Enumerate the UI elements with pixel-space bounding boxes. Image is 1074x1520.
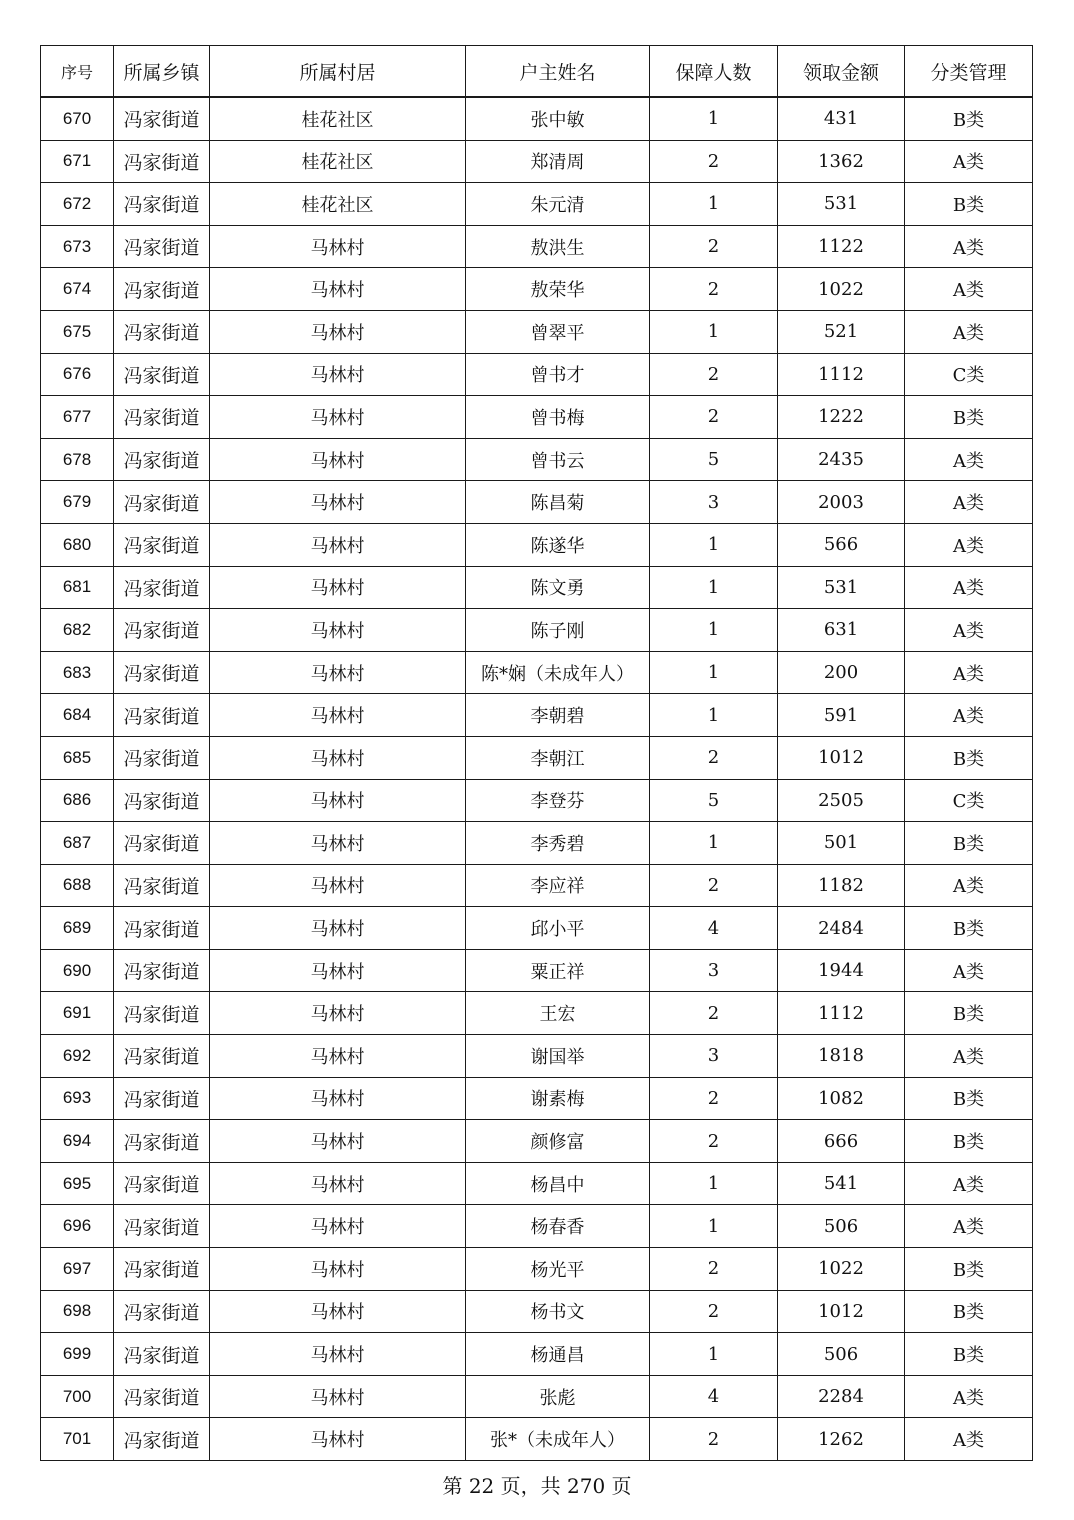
cell-township: 冯家街道 [114, 268, 210, 311]
cell-people-count: 2 [650, 1418, 778, 1461]
table-row [41, 353, 1033, 396]
cell-township: 冯家街道 [114, 992, 210, 1035]
cell-householder: 杨春香 [466, 1205, 650, 1248]
cell-township: 冯家街道 [114, 396, 210, 439]
cell-township: 冯家街道 [114, 1077, 210, 1120]
cell-amount: 1012 [778, 736, 905, 779]
cell-village: 马林村 [210, 694, 466, 737]
cell-township: 冯家街道 [114, 140, 210, 183]
cell-people-count: 2 [650, 140, 778, 183]
cell-village: 桂花社区 [210, 140, 466, 183]
cell-serial: 676 [41, 353, 114, 396]
cell-category: B类 [905, 736, 1033, 779]
cell-householder: 敖荣华 [466, 268, 650, 311]
cell-category: A类 [905, 566, 1033, 609]
cell-people-count: 1 [650, 694, 778, 737]
cell-serial: 680 [41, 523, 114, 566]
cell-township: 冯家街道 [114, 1418, 210, 1461]
cell-amount: 1944 [778, 949, 905, 992]
cell-amount: 1362 [778, 140, 905, 183]
table-row [41, 1375, 1033, 1418]
cell-village: 马林村 [210, 779, 466, 822]
cell-amount: 521 [778, 310, 905, 353]
cell-village: 马林村 [210, 651, 466, 694]
cell-householder: 张*（未成年人） [466, 1418, 650, 1461]
cell-serial: 672 [41, 183, 114, 226]
table-row [41, 396, 1033, 439]
table-row [41, 609, 1033, 652]
cell-people-count: 1 [650, 651, 778, 694]
cell-category: B类 [905, 992, 1033, 1035]
cell-serial: 695 [41, 1162, 114, 1205]
cell-serial: 671 [41, 140, 114, 183]
cell-serial: 688 [41, 864, 114, 907]
table-row [41, 97, 1033, 140]
cell-township: 冯家街道 [114, 864, 210, 907]
cell-township: 冯家街道 [114, 1375, 210, 1418]
cell-householder: 陈遂华 [466, 523, 650, 566]
cell-householder: 曾书才 [466, 353, 650, 396]
cell-village: 马林村 [210, 523, 466, 566]
cell-category: A类 [905, 481, 1033, 524]
cell-category: A类 [905, 1418, 1033, 1461]
cell-people-count: 2 [650, 1248, 778, 1291]
cell-village: 马林村 [210, 1035, 466, 1078]
cell-people-count: 1 [650, 1162, 778, 1205]
table-row [41, 864, 1033, 907]
cell-people-count: 1 [650, 310, 778, 353]
cell-serial: 694 [41, 1120, 114, 1163]
cell-serial: 674 [41, 268, 114, 311]
cell-village: 马林村 [210, 822, 466, 865]
cell-householder: 陈子刚 [466, 609, 650, 652]
cell-people-count: 3 [650, 481, 778, 524]
cell-householder: 朱元清 [466, 183, 650, 226]
cell-serial: 685 [41, 736, 114, 779]
cell-village: 马林村 [210, 353, 466, 396]
cell-category: A类 [905, 1205, 1033, 1248]
cell-householder: 粟正祥 [466, 949, 650, 992]
table-row [41, 651, 1033, 694]
cell-householder: 敖洪生 [466, 225, 650, 268]
cell-village: 马林村 [210, 1205, 466, 1248]
cell-township: 冯家街道 [114, 822, 210, 865]
cell-people-count: 2 [650, 353, 778, 396]
cell-serial: 684 [41, 694, 114, 737]
table-row [41, 140, 1033, 183]
cell-township: 冯家街道 [114, 438, 210, 481]
cell-people-count: 2 [650, 1077, 778, 1120]
header-cell-serial: 序号 [41, 46, 114, 98]
cell-amount: 631 [778, 609, 905, 652]
cell-serial: 691 [41, 992, 114, 1035]
cell-people-count: 3 [650, 1035, 778, 1078]
cell-township: 冯家街道 [114, 1162, 210, 1205]
table-row [41, 1333, 1033, 1376]
cell-serial: 683 [41, 651, 114, 694]
cell-people-count: 1 [650, 183, 778, 226]
cell-category: B类 [905, 1120, 1033, 1163]
cell-township: 冯家街道 [114, 949, 210, 992]
table-row [41, 225, 1033, 268]
cell-category: B类 [905, 97, 1033, 140]
cell-category: C类 [905, 353, 1033, 396]
table-row [41, 268, 1033, 311]
cell-people-count: 2 [650, 1290, 778, 1333]
cell-people-count: 1 [650, 566, 778, 609]
cell-serial: 693 [41, 1077, 114, 1120]
cell-village: 马林村 [210, 1248, 466, 1291]
cell-township: 冯家街道 [114, 651, 210, 694]
table-row [41, 907, 1033, 950]
cell-village: 马林村 [210, 1375, 466, 1418]
cell-householder: 杨光平 [466, 1248, 650, 1291]
cell-serial: 670 [41, 97, 114, 140]
table-row [41, 949, 1033, 992]
cell-category: C类 [905, 779, 1033, 822]
cell-amount: 666 [778, 1120, 905, 1163]
cell-people-count: 1 [650, 97, 778, 140]
cell-category: A类 [905, 523, 1033, 566]
cell-category: B类 [905, 183, 1033, 226]
cell-householder: 李朝碧 [466, 694, 650, 737]
cell-township: 冯家街道 [114, 1248, 210, 1291]
cell-township: 冯家街道 [114, 736, 210, 779]
cell-category: A类 [905, 864, 1033, 907]
page-footer: 第 22 页，共 270 页 [442, 1474, 632, 1498]
cell-people-count: 4 [650, 907, 778, 950]
cell-township: 冯家街道 [114, 1205, 210, 1248]
cell-village: 马林村 [210, 1333, 466, 1376]
table-row [41, 1418, 1033, 1461]
table-row [41, 736, 1033, 779]
table-row [41, 310, 1033, 353]
cell-serial: 700 [41, 1375, 114, 1418]
cell-amount: 1818 [778, 1035, 905, 1078]
cell-village: 马林村 [210, 907, 466, 950]
cell-people-count: 2 [650, 225, 778, 268]
cell-amount: 1112 [778, 992, 905, 1035]
cell-amount: 566 [778, 523, 905, 566]
table-row [41, 1290, 1033, 1333]
cell-serial: 679 [41, 481, 114, 524]
cell-amount: 2435 [778, 438, 905, 481]
header-cell-amount: 领取金额 [778, 46, 905, 98]
cell-village: 马林村 [210, 992, 466, 1035]
cell-amount: 591 [778, 694, 905, 737]
cell-category: A类 [905, 268, 1033, 311]
cell-category: A类 [905, 949, 1033, 992]
cell-people-count: 5 [650, 438, 778, 481]
cell-amount: 531 [778, 566, 905, 609]
cell-village: 马林村 [210, 566, 466, 609]
cell-serial: 675 [41, 310, 114, 353]
cell-township: 冯家街道 [114, 183, 210, 226]
cell-amount: 431 [778, 97, 905, 140]
cell-amount: 1022 [778, 1248, 905, 1291]
cell-people-count: 2 [650, 268, 778, 311]
cell-people-count: 1 [650, 1205, 778, 1248]
cell-category: B类 [905, 396, 1033, 439]
cell-township: 冯家街道 [114, 225, 210, 268]
cell-category: A类 [905, 1035, 1033, 1078]
cell-township: 冯家街道 [114, 1035, 210, 1078]
cell-people-count: 2 [650, 864, 778, 907]
cell-village: 马林村 [210, 609, 466, 652]
cell-people-count: 2 [650, 992, 778, 1035]
cell-people-count: 5 [650, 779, 778, 822]
cell-serial: 698 [41, 1290, 114, 1333]
cell-category: B类 [905, 1248, 1033, 1291]
cell-householder: 曾书梅 [466, 396, 650, 439]
cell-category: A类 [905, 609, 1033, 652]
cell-amount: 1182 [778, 864, 905, 907]
cell-category: A类 [905, 1162, 1033, 1205]
cell-township: 冯家街道 [114, 310, 210, 353]
cell-people-count: 2 [650, 1120, 778, 1163]
cell-category: A类 [905, 310, 1033, 353]
cell-serial: 689 [41, 907, 114, 950]
cell-category: B类 [905, 1333, 1033, 1376]
header-cell-village: 所属村居 [210, 46, 466, 98]
cell-amount: 506 [778, 1205, 905, 1248]
cell-householder: 谢素梅 [466, 1077, 650, 1120]
cell-village: 马林村 [210, 1162, 466, 1205]
cell-village: 马林村 [210, 949, 466, 992]
cell-people-count: 1 [650, 1333, 778, 1376]
table-row [41, 1120, 1033, 1163]
cell-village: 马林村 [210, 736, 466, 779]
cell-people-count: 2 [650, 736, 778, 779]
table-row [41, 779, 1033, 822]
cell-village: 马林村 [210, 1077, 466, 1120]
table-row [41, 183, 1033, 226]
cell-amount: 2284 [778, 1375, 905, 1418]
cell-people-count: 4 [650, 1375, 778, 1418]
cell-amount: 1022 [778, 268, 905, 311]
cell-township: 冯家街道 [114, 353, 210, 396]
cell-township: 冯家街道 [114, 523, 210, 566]
cell-serial: 687 [41, 822, 114, 865]
cell-householder: 张中敏 [466, 97, 650, 140]
cell-category: A类 [905, 225, 1033, 268]
cell-category: B类 [905, 907, 1033, 950]
cell-householder: 颜修富 [466, 1120, 650, 1163]
table-row [41, 481, 1033, 524]
cell-householder: 曾翠平 [466, 310, 650, 353]
cell-serial: 697 [41, 1248, 114, 1291]
cell-householder: 陈文勇 [466, 566, 650, 609]
cell-householder: 李应祥 [466, 864, 650, 907]
cell-householder: 杨书文 [466, 1290, 650, 1333]
cell-amount: 1122 [778, 225, 905, 268]
cell-people-count: 3 [650, 949, 778, 992]
table-row [41, 1035, 1033, 1078]
cell-category: A类 [905, 1375, 1033, 1418]
cell-township: 冯家街道 [114, 779, 210, 822]
table-row [41, 992, 1033, 1035]
cell-township: 冯家街道 [114, 1333, 210, 1376]
cell-serial: 690 [41, 949, 114, 992]
header-row [41, 46, 1033, 98]
cell-serial: 701 [41, 1418, 114, 1461]
cell-village: 马林村 [210, 864, 466, 907]
cell-amount: 1082 [778, 1077, 905, 1120]
cell-people-count: 2 [650, 396, 778, 439]
header-cell-people-count: 保障人数 [650, 46, 778, 98]
table-row [41, 438, 1033, 481]
cell-village: 马林村 [210, 438, 466, 481]
cell-householder: 陈昌菊 [466, 481, 650, 524]
header-cell-category: 分类管理 [905, 46, 1033, 98]
cell-serial: 692 [41, 1035, 114, 1078]
cell-householder: 王宏 [466, 992, 650, 1035]
cell-serial: 699 [41, 1333, 114, 1376]
cell-category: B类 [905, 1290, 1033, 1333]
cell-amount: 1222 [778, 396, 905, 439]
cell-serial: 696 [41, 1205, 114, 1248]
cell-village: 马林村 [210, 1290, 466, 1333]
cell-householder: 李登芬 [466, 779, 650, 822]
cell-township: 冯家街道 [114, 481, 210, 524]
cell-amount: 200 [778, 651, 905, 694]
cell-amount: 531 [778, 183, 905, 226]
cell-village: 马林村 [210, 225, 466, 268]
cell-amount: 541 [778, 1162, 905, 1205]
table-row [41, 1162, 1033, 1205]
cell-category: A类 [905, 694, 1033, 737]
cell-village: 马林村 [210, 1418, 466, 1461]
cell-serial: 681 [41, 566, 114, 609]
cell-amount: 1262 [778, 1418, 905, 1461]
table-row [41, 694, 1033, 737]
cell-township: 冯家街道 [114, 1290, 210, 1333]
cell-village: 马林村 [210, 310, 466, 353]
table-row [41, 523, 1033, 566]
cell-serial: 682 [41, 609, 114, 652]
cell-township: 冯家街道 [114, 694, 210, 737]
cell-serial: 678 [41, 438, 114, 481]
cell-people-count: 1 [650, 609, 778, 652]
cell-township: 冯家街道 [114, 609, 210, 652]
table-row [41, 822, 1033, 865]
table-row [41, 1248, 1033, 1291]
cell-householder: 李朝江 [466, 736, 650, 779]
cell-householder: 杨通昌 [466, 1333, 650, 1376]
cell-category: A类 [905, 140, 1033, 183]
cell-householder: 李秀碧 [466, 822, 650, 865]
cell-householder: 张彪 [466, 1375, 650, 1418]
cell-village: 马林村 [210, 481, 466, 524]
cell-category: A类 [905, 438, 1033, 481]
cell-amount: 1012 [778, 1290, 905, 1333]
table-row [41, 1205, 1033, 1248]
table-row [41, 566, 1033, 609]
table-header [41, 46, 1033, 98]
header-cell-householder: 户主姓名 [466, 46, 650, 98]
cell-village: 马林村 [210, 1120, 466, 1163]
cell-village: 桂花社区 [210, 183, 466, 226]
roster-table [40, 45, 1033, 1461]
cell-township: 冯家街道 [114, 907, 210, 950]
cell-village: 马林村 [210, 268, 466, 311]
cell-amount: 506 [778, 1333, 905, 1376]
table-row [41, 1077, 1033, 1120]
cell-township: 冯家街道 [114, 566, 210, 609]
cell-people-count: 1 [650, 822, 778, 865]
cell-amount: 2484 [778, 907, 905, 950]
cell-householder: 杨昌中 [466, 1162, 650, 1205]
cell-householder: 曾书云 [466, 438, 650, 481]
cell-householder: 陈*娴（未成年人） [466, 651, 650, 694]
cell-householder: 谢国举 [466, 1035, 650, 1078]
cell-category: B类 [905, 1077, 1033, 1120]
cell-village: 马林村 [210, 396, 466, 439]
cell-category: B类 [905, 822, 1033, 865]
cell-serial: 673 [41, 225, 114, 268]
cell-householder: 邱小平 [466, 907, 650, 950]
cell-people-count: 1 [650, 523, 778, 566]
cell-township: 冯家街道 [114, 97, 210, 140]
cell-serial: 677 [41, 396, 114, 439]
table-body [41, 97, 1033, 1461]
cell-serial: 686 [41, 779, 114, 822]
cell-amount: 501 [778, 822, 905, 865]
cell-householder: 郑清周 [466, 140, 650, 183]
cell-amount: 2505 [778, 779, 905, 822]
cell-category: A类 [905, 651, 1033, 694]
header-cell-township: 所属乡镇 [114, 46, 210, 98]
cell-amount: 2003 [778, 481, 905, 524]
cell-village: 桂花社区 [210, 97, 466, 140]
cell-amount: 1112 [778, 353, 905, 396]
cell-township: 冯家街道 [114, 1120, 210, 1163]
